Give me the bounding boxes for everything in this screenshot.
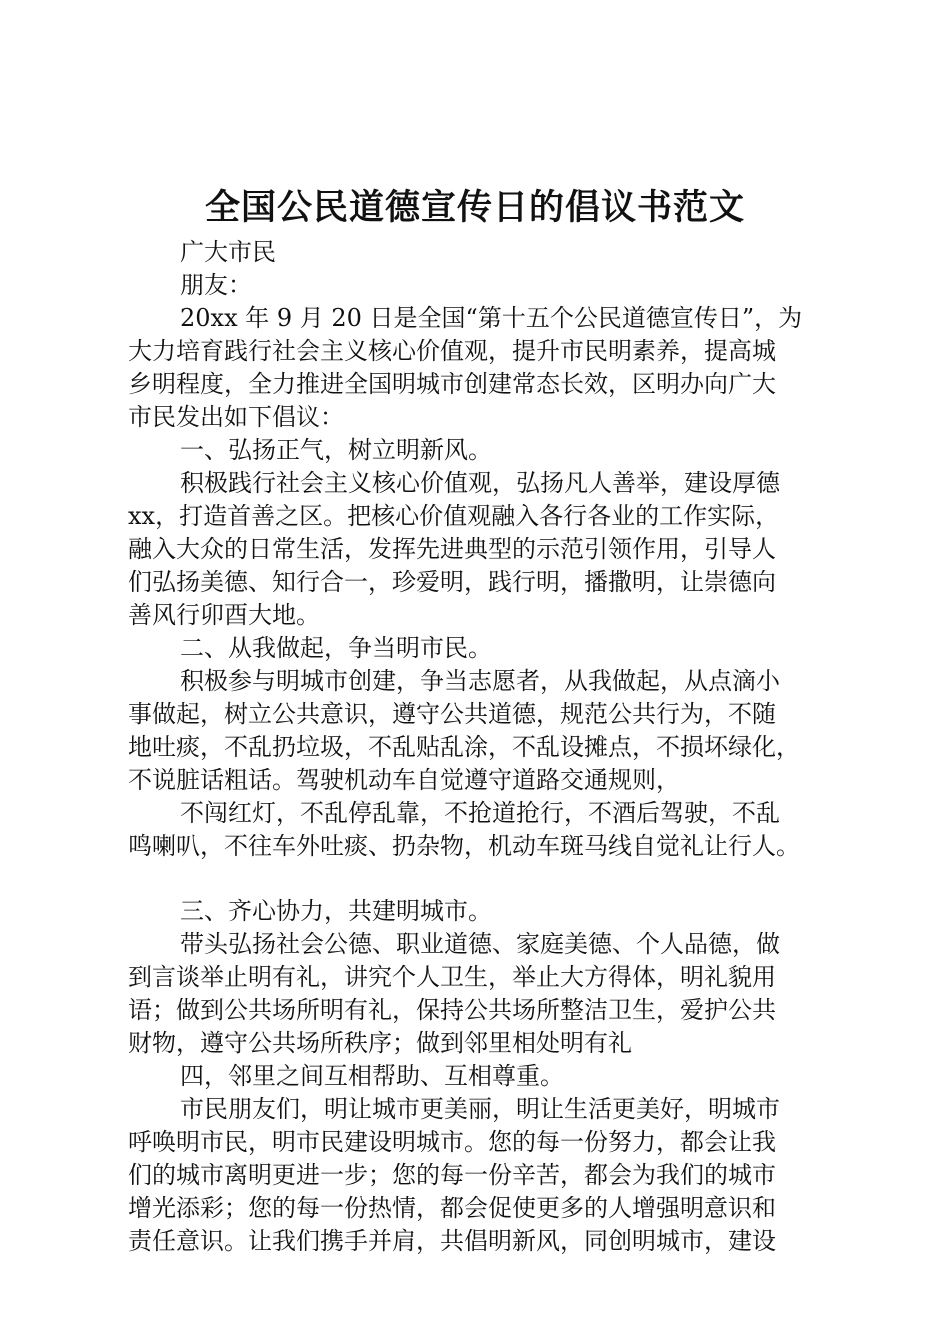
paragraph-line: 到言谈举止明有礼，讲究个人卫生，举止大方得体，明礼貌用: [128, 963, 776, 991]
intro-line: 乡明程度，全力推进全国明城市创建常态长效，区明办向广大: [128, 370, 776, 398]
paragraph-line: 责任意识。让我们携手并肩，共倡明新风，同创明城市，建设: [128, 1227, 776, 1255]
section-heading: 二、从我做起，争当明市民。: [180, 634, 492, 662]
paragraph-line: 善风行卯酉大地。: [128, 601, 320, 629]
paragraph-line: 不闯红灯，不乱停乱靠，不抢道抢行，不酒后驾驶，不乱: [180, 799, 780, 827]
paragraph-line: xx，打造首善之区。把核心价值观融入各行各业的工作实际，: [128, 502, 780, 530]
intro-line: 大力培育践行社会主义核心价值观，提升市民明素养，提高城: [128, 337, 776, 365]
salutation-line: 朋友：: [180, 271, 252, 299]
salutation-line: 广大市民: [180, 238, 276, 266]
paragraph-line: 带头弘扬社会公德、职业道德、家庭美德、个人品德，做: [180, 930, 780, 958]
paragraph-line: 财物，遵守公共场所秩序；做到邻里相处明有礼: [128, 1029, 632, 1057]
paragraph-line: 事做起，树立公共意识，遵守公共道德，规范公共行为，不随: [128, 700, 776, 728]
paragraph-line: 融入大众的日常生活，发挥先进典型的示范引领作用，引导人: [128, 535, 776, 563]
section-heading: 四，邻里之间互相帮助、互相尊重。: [180, 1062, 564, 1090]
paragraph-line: 们的城市离明更进一步；您的每一份辛苦，都会为我们的城市: [128, 1161, 776, 1189]
paragraph-line: 增光添彩；您的每一份热情，都会促使更多的人增强明意识和: [128, 1194, 776, 1222]
paragraph-line: 积极践行社会主义核心价值观，弘扬凡人善举，建设厚德: [180, 469, 780, 497]
intro-line: 20xx 年 9 月 20 日是全国“第十五个公民道德宣传日”，为: [180, 304, 803, 332]
paragraph-line: 语；做到公共场所明有礼，保持公共场所整洁卫生，爱护公共: [128, 996, 776, 1024]
paragraph-line: 不说脏话粗话。驾驶机动车自觉遵守道路交通规则，: [128, 766, 680, 794]
paragraph-line: 呼唤明市民，明市民建设明城市。您的每一份努力，都会让我: [128, 1128, 776, 1156]
paragraph-line: 市民朋友们，明让城市更美丽，明让生活更美好，明城市: [180, 1095, 780, 1123]
paragraph-line: 积极参与明城市创建，争当志愿者，从我做起，从点滴小: [180, 667, 780, 695]
document-title: 全国公民道德宣传日的倡议书范文: [204, 188, 745, 228]
intro-line: 市民发出如下倡议：: [128, 403, 344, 431]
section-heading: 三、齐心协力，共建明城市。: [180, 897, 492, 925]
paragraph-line: 们弘扬美德、知行合一，珍爱明，践行明，播撒明，让崇德向: [128, 568, 776, 596]
section-heading: 一、弘扬正气，树立明新风。: [180, 436, 492, 464]
paragraph-line: 地吐痰，不乱扔垃圾，不乱贴乱涂，不乱设摊点，不损坏绿化，: [128, 733, 800, 761]
paragraph-line: 鸣喇叭，不往车外吐痰、扔杂物，机动车斑马线自觉礼让行人。: [128, 832, 800, 860]
